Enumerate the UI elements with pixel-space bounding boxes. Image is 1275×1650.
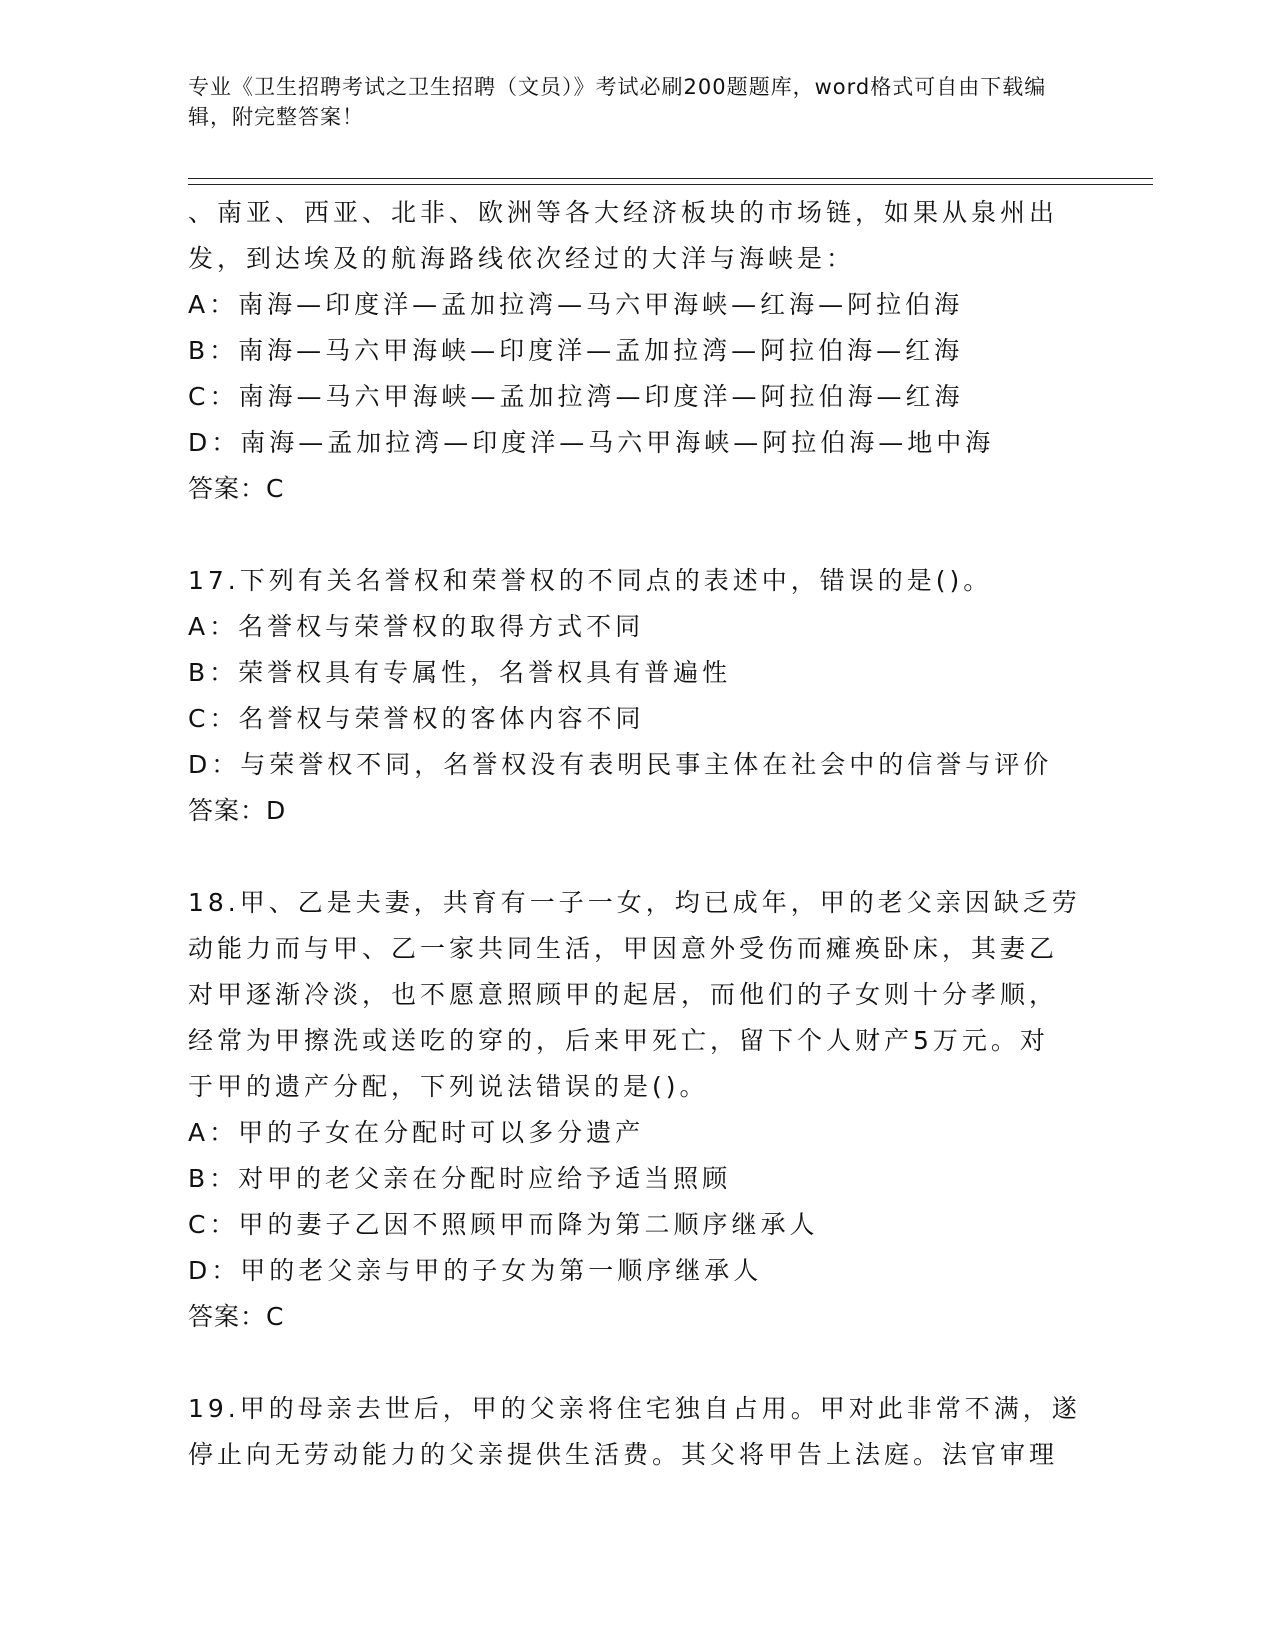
option-b: B：荣誉权具有专属性，名誉权具有普遍性 — [188, 658, 732, 687]
spacer — [188, 512, 1088, 558]
option-b: B：南海—马六甲海峡—印度洋—孟加拉湾—阿拉伯海—红海 — [188, 336, 964, 365]
answer-line: 答案：C — [188, 474, 285, 503]
option-a: A：南海—印度洋—孟加拉湾—马六甲海峡—红海—阿拉伯海 — [188, 290, 964, 319]
question-list — [188, 190, 1088, 1478]
question-stem-line: 经常为甲擦洗或送吃的穿的，后来甲死亡，留下个人财产5万元。对 — [188, 1026, 1049, 1055]
question-stem-line: 17.下列有关名誉权和荣誉权的不同点的表述中，错误的是()。 — [188, 566, 993, 595]
option-d: D：与荣誉权不同，名誉权没有表明民事主体在社会中的信誉与评价 — [188, 750, 1053, 779]
option-c: C：名誉权与荣誉权的客体内容不同 — [188, 704, 645, 733]
option-c: C：甲的妻子乙因不照顾甲而降为第二顺序继承人 — [188, 1210, 819, 1239]
option-a: A：名誉权与荣誉权的取得方式不同 — [188, 612, 645, 641]
option-d: D：南海—孟加拉湾—印度洋—马六甲海峡—阿拉伯海—地中海 — [188, 428, 995, 457]
question-block — [188, 558, 1088, 834]
question-stem-line: 发，到达埃及的航海路线依次经过的大洋与海峡是： — [188, 244, 856, 273]
question-block — [188, 880, 1088, 1340]
document-header: 专业《卫生招聘考试之卫生招聘（文员）》考试必刷200题题库，word格式可自由下载编辑，附完整答案！ — [188, 75, 1047, 129]
header-divider-top — [188, 178, 1153, 179]
answer-line: 答案：D — [188, 796, 287, 825]
option-b: B：对甲的老父亲在分配时应给予适当照顾 — [188, 1164, 732, 1193]
question-stem-line: 18.甲、乙是夫妻，共育有一子一女，均已成年，甲的老父亲因缺乏劳 — [188, 888, 1081, 917]
spacer — [188, 1340, 1088, 1386]
question-stem-line: 对甲逐渐冷淡，也不愿意照顾甲的起居，而他们的子女则十分孝顺， — [188, 980, 1059, 1009]
question-stem-line: 动能力而与甲、乙一家共同生活，甲因意外受伤而瘫痪卧床，其妻乙 — [188, 934, 1059, 963]
header-divider-bottom — [188, 184, 1153, 185]
question-block — [188, 190, 1088, 512]
question-stem-line: 于甲的遗产分配，下列说法错误的是()。 — [188, 1072, 709, 1101]
question-stem-line: 、南亚、西亚、北非、欧洲等各大经济板块的市场链，如果从泉州出 — [188, 198, 1059, 227]
option-a: A：甲的子女在分配时可以多分遗产 — [188, 1118, 645, 1147]
answer-line: 答案：C — [188, 1302, 285, 1331]
spacer — [188, 834, 1088, 880]
option-d: D：甲的老父亲与甲的子女为第一顺序继承人 — [188, 1256, 763, 1285]
question-block — [188, 1386, 1088, 1478]
option-c: C：南海—马六甲海峡—孟加拉湾—印度洋—阿拉伯海—红海 — [188, 382, 964, 411]
question-stem-line: 19.甲的母亲去世后，甲的父亲将住宅独自占用。甲对此非常不满，遂 — [188, 1394, 1081, 1423]
question-stem-line: 停止向无劳动能力的父亲提供生活费。其父将甲告上法庭。法官审理 — [188, 1440, 1059, 1469]
